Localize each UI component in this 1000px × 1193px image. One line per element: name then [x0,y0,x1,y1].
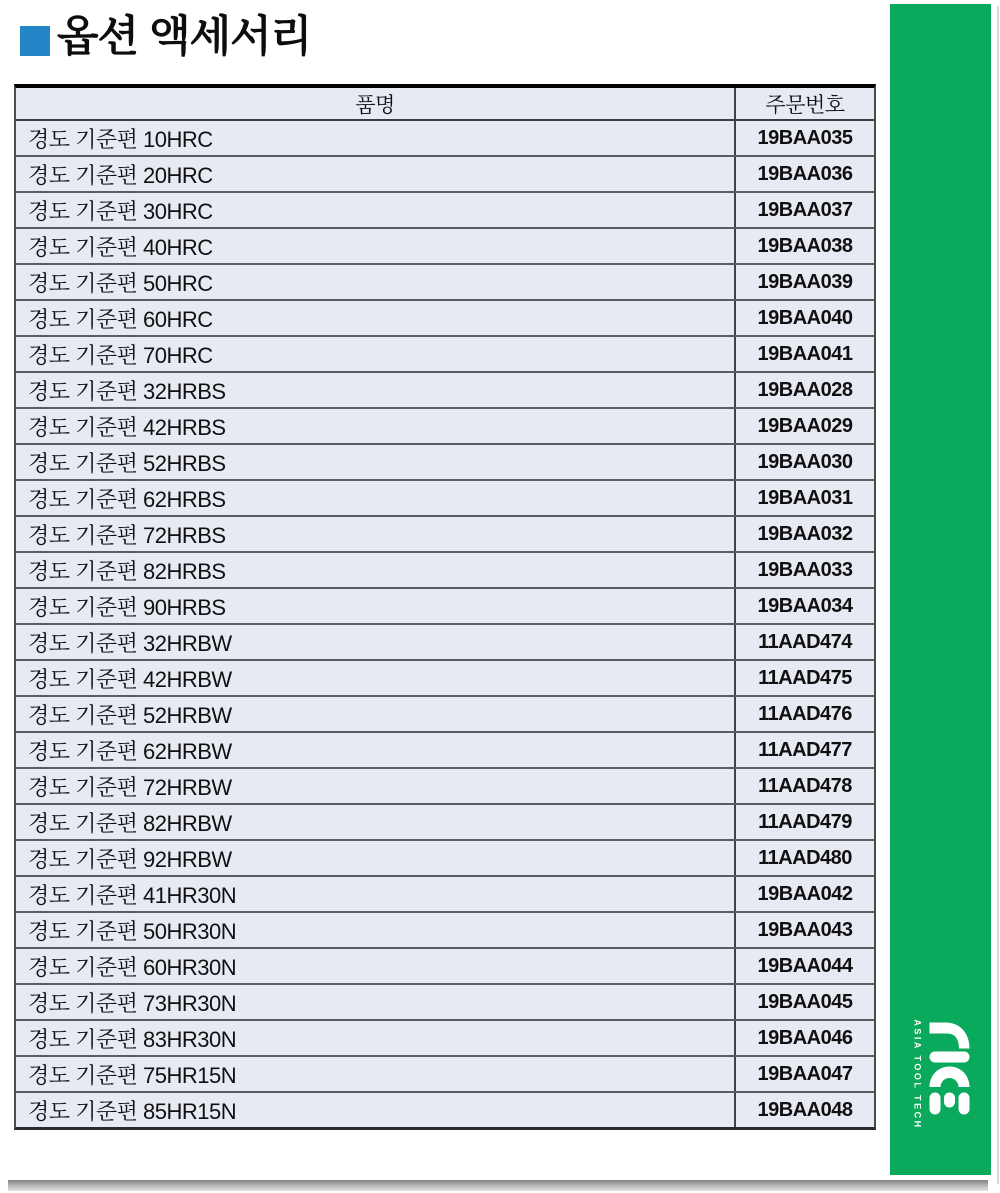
product-name-cell: 경도 기준편 75HR15N [28,1062,237,1088]
product-name-cell: 경도 기준편 82HRBW [28,810,232,836]
product-name-cell: 경도 기준편 42HRBW [28,666,232,692]
order-number-cell: 19BAA043 [734,913,874,947]
page-bottom-shadow [8,1180,988,1191]
table-row [16,409,874,445]
product-name-cell: 경도 기준편 62HRBW [28,738,232,764]
table-row [16,661,874,697]
table-row [16,481,874,517]
order-number-cell: 19BAA041 [734,337,874,371]
order-number-cell: 19BAA042 [734,877,874,911]
order-number-cell: 19BAA033 [734,553,874,587]
table-row [16,949,874,985]
table-row [16,805,874,841]
order-number-cell: 19BAA034 [734,589,874,623]
section-header [20,14,311,61]
order-number-cell: 19BAA040 [734,301,874,335]
table-row [16,877,874,913]
order-number-cell: 19BAA036 [734,157,874,191]
product-name-cell: 경도 기준편 41HR30N [28,882,237,908]
product-name-cell: 경도 기준편 60HR30N [28,954,237,980]
title-bullet-icon [20,26,50,56]
table-row [16,841,874,877]
table-row [16,301,874,337]
product-name-cell: 경도 기준편 73HR30N [28,990,237,1016]
table-row [16,229,874,265]
product-name-cell: 경도 기준편 50HRC [28,270,213,296]
order-number-cell: 19BAA035 [734,121,874,155]
table-row [16,985,874,1021]
table-row [16,193,874,229]
order-number-cell: 11AAD479 [734,805,874,839]
order-number-cell: 19BAA045 [734,985,874,1019]
order-number-cell: 19BAA037 [734,193,874,227]
order-number-cell: 19BAA044 [734,949,874,983]
order-number-cell: 19BAA039 [734,265,874,299]
table-row [16,157,874,193]
product-name-cell: 경도 기준편 92HRBW [28,846,232,872]
product-name-cell: 경도 기준편 32HRBS [28,378,226,404]
product-name-cell: 경도 기준편 62HRBS [28,486,226,512]
product-name-cell: 경도 기준편 90HRBS [28,594,226,620]
table-row [16,625,874,661]
product-name-cell: 경도 기준편 85HR15N [28,1098,237,1124]
product-name-cell: 경도 기준편 50HR30N [28,918,237,944]
table-row [16,337,874,373]
order-number-cell: 11AAD476 [734,697,874,731]
brand-name: ASIA TOOL TECH [912,1018,922,1130]
table-row [16,913,874,949]
order-number-cell: 11AAD480 [734,841,874,875]
page-right-edge [997,6,999,1184]
order-number-cell: 11AAD474 [734,625,874,659]
table-header-row [16,88,874,121]
brand-sidebar [890,4,991,1175]
order-number-cell: 19BAA048 [734,1093,874,1127]
table-row [16,1021,874,1057]
table-row [16,553,874,589]
table-row [16,733,874,769]
order-number-cell: 11AAD475 [734,661,874,695]
product-name-cell: 경도 기준편 70HRC [28,342,213,368]
product-name-cell: 경도 기준편 32HRBW [28,630,232,656]
column-header-order-number: 주문번호 [734,88,874,119]
column-header-product-name: 품명 [355,93,395,117]
page-title: 옵션 액세서리 [57,13,312,61]
order-number-cell: 19BAA031 [734,481,874,515]
product-name-cell: 경도 기준편 52HRBW [28,702,232,728]
table-row [16,1057,874,1093]
product-name-cell: 경도 기준편 30HRC [28,198,213,224]
order-number-cell: 19BAA032 [734,517,874,551]
order-number-cell: 19BAA029 [734,409,874,443]
product-name-cell: 경도 기준편 20HRC [28,162,213,188]
table-row [16,769,874,805]
table-row [16,589,874,625]
order-number-cell: 11AAD478 [734,769,874,803]
order-number-cell: 19BAA046 [734,1021,874,1055]
table-row [16,1093,874,1127]
table-row [16,517,874,553]
order-number-cell: 11AAD477 [734,733,874,767]
product-name-cell: 경도 기준편 40HRC [28,234,213,260]
brand-lockup [890,994,991,1154]
asia-tool-tech-logo-icon [929,1022,969,1126]
product-name-cell: 경도 기준편 82HRBS [28,558,226,584]
product-name-cell: 경도 기준편 42HRBS [28,414,226,440]
product-name-cell: 경도 기준편 52HRBS [28,450,226,476]
product-name-cell: 경도 기준편 83HR30N [28,1026,237,1052]
order-number-cell: 19BAA047 [734,1057,874,1091]
table-row [16,121,874,157]
table-row [16,265,874,301]
table-row [16,445,874,481]
product-name-cell: 경도 기준편 10HRC [28,126,213,152]
product-name-cell: 경도 기준편 60HRC [28,306,213,332]
accessories-table [14,84,876,1130]
order-number-cell: 19BAA030 [734,445,874,479]
table-row [16,373,874,409]
order-number-cell: 19BAA028 [734,373,874,407]
product-name-cell: 경도 기준편 72HRBW [28,774,232,800]
table-row [16,697,874,733]
order-number-cell: 19BAA038 [734,229,874,263]
table-body [16,121,874,1127]
product-name-cell: 경도 기준편 72HRBS [28,522,226,548]
